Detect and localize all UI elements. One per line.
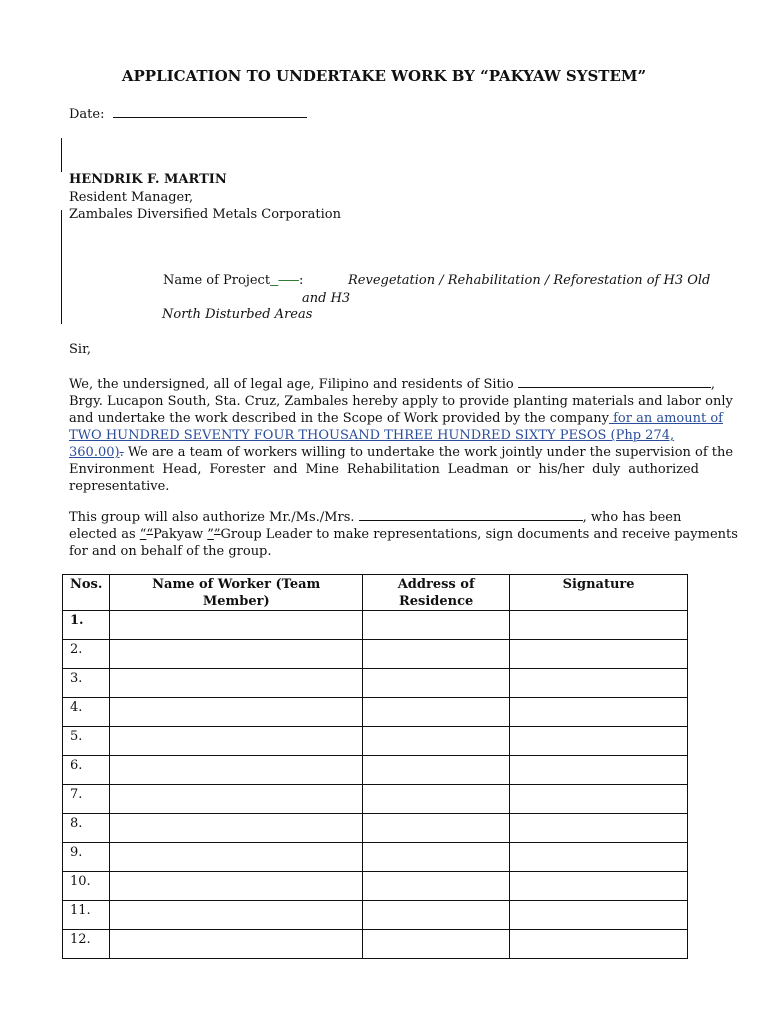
deleted-close-quote: ”	[213, 527, 221, 542]
signature-cell[interactable]	[510, 843, 688, 872]
table-row	[63, 640, 688, 669]
worker-name-cell[interactable]	[110, 640, 363, 669]
sitio-blank[interactable]	[518, 375, 711, 388]
signature-cell[interactable]	[510, 785, 688, 814]
leader-name-blank[interactable]	[359, 508, 583, 521]
project-value-line1: Revegetation / Rehabilitation / Reforestation of H3 Old	[348, 273, 711, 288]
row-number: 1.	[63, 611, 110, 640]
body1-line1-text: We, the undersigned, all of legal age, Filipino and residents of Sitio	[69, 377, 514, 392]
row-number: 6.	[63, 756, 110, 785]
recipient-position: Resident Manager,	[69, 190, 194, 205]
row-number: 5.	[63, 727, 110, 756]
header-worker-name: Name of Worker (Team Member)	[110, 575, 363, 611]
revision-bar	[61, 138, 62, 172]
deleted-open-quote: “	[146, 527, 154, 542]
project-label-line	[163, 272, 303, 289]
signature-cell[interactable]	[510, 901, 688, 930]
worker-name-cell[interactable]	[110, 901, 363, 930]
body1-line5	[69, 444, 734, 461]
body1-line1-end: ,	[710, 377, 716, 392]
worker-name-cell[interactable]	[110, 698, 363, 727]
signature-cell[interactable]	[510, 669, 688, 698]
row-number: 9.	[63, 843, 110, 872]
table-row	[63, 611, 688, 640]
table-row	[63, 698, 688, 727]
signature-cell[interactable]	[510, 756, 688, 785]
row-number: 3.	[63, 669, 110, 698]
close-quote: ”	[207, 527, 214, 542]
body1-line5-text: We are a team of workers willing to undertake the work jointly under the supervision of the	[123, 445, 734, 460]
recipient-company: Zambales Diversified Metals Corporation	[69, 207, 341, 222]
body1-line2: Brgy. Lucapon South, Sta. Cruz, Zambales hereby apply to provide planting materials and labor only	[69, 394, 733, 409]
table-row	[63, 901, 688, 930]
address-cell[interactable]	[363, 669, 510, 698]
table-row	[63, 814, 688, 843]
row-number: 8.	[63, 814, 110, 843]
amount-text-b: TWO HUNDRED SEVENTY FOUR THOUSAND THREE HUNDRED SIXTY PESOS (Php 274,	[69, 428, 675, 443]
body-paragraph-1	[69, 375, 734, 495]
signature-cell[interactable]	[510, 698, 688, 727]
pakyaw-word: Pakyaw	[153, 527, 208, 542]
amount-text-a: for an amount of	[608, 411, 723, 426]
body2-line2-text: elected as	[69, 527, 140, 542]
worker-name-cell[interactable]	[110, 785, 363, 814]
revision-bar	[61, 210, 62, 324]
deleted-mark: .	[119, 445, 124, 460]
body1-line6: Environment Head, Forester and Mine Rehabilitation Leadman or his/her duly authorized	[69, 462, 699, 477]
signature-cell[interactable]	[510, 814, 688, 843]
project-separator: :	[299, 273, 304, 288]
project-label-deletion	[278, 273, 299, 288]
body1-line3	[69, 410, 723, 427]
worker-name-cell[interactable]	[110, 611, 363, 640]
table-row	[63, 785, 688, 814]
signature-cell[interactable]	[510, 727, 688, 756]
row-number: 12.	[63, 930, 110, 959]
body2-line1-text: This group will also authorize Mr./Ms./Mrs.	[69, 510, 355, 525]
row-number: 11.	[63, 901, 110, 930]
body2-line1	[69, 508, 699, 526]
document-title: APPLICATION TO UNDERTAKE WORK BY “PAKYAW SYSTEM”	[121, 67, 647, 85]
body1-line4	[69, 427, 699, 444]
worker-roster-table	[62, 574, 688, 959]
open-quote: “	[139, 527, 147, 542]
body2-line2-rest: Group Leader to make representations, sign documents and receive payments	[220, 527, 738, 542]
row-number: 2.	[63, 640, 110, 669]
body2-line1-end: , who has been	[582, 510, 682, 525]
address-cell[interactable]	[363, 698, 510, 727]
date-label: Date:	[69, 107, 105, 122]
signature-cell[interactable]	[510, 611, 688, 640]
header-signature: Signature	[510, 575, 688, 611]
address-cell[interactable]	[363, 930, 510, 959]
date-line	[69, 105, 307, 123]
amount-text-c: 360.00)	[69, 445, 120, 460]
project-value-line2: and H3	[302, 291, 351, 306]
address-cell[interactable]	[363, 611, 510, 640]
address-cell[interactable]	[363, 901, 510, 930]
signature-cell[interactable]	[510, 872, 688, 901]
body-paragraph-2	[69, 508, 738, 560]
date-blank[interactable]	[113, 105, 307, 118]
address-cell[interactable]	[363, 640, 510, 669]
table-header-row	[63, 575, 688, 611]
row-number: 7.	[63, 785, 110, 814]
table-row	[63, 669, 688, 698]
worker-name-cell[interactable]	[110, 669, 363, 698]
salutation: Sir,	[69, 342, 91, 357]
worker-name-cell[interactable]	[110, 727, 363, 756]
recipient-name: HENDRIK F. MARTIN	[69, 172, 227, 187]
body1-line3-text: and undertake the work described in the Scope of Work provided by the company	[69, 411, 609, 426]
table-row	[63, 727, 688, 756]
body2-line3: for and on behalf of the group.	[69, 544, 272, 559]
body1-line7: representative.	[69, 479, 170, 494]
project-label: Name of Project	[163, 273, 271, 288]
row-number: 4.	[63, 698, 110, 727]
header-nos: Nos.	[63, 575, 110, 611]
address-cell[interactable]	[363, 727, 510, 756]
worker-name-cell[interactable]	[110, 872, 363, 901]
body2-line2	[69, 526, 738, 543]
address-cell[interactable]	[363, 785, 510, 814]
address-cell[interactable]	[363, 843, 510, 872]
table-row	[63, 930, 688, 959]
signature-cell[interactable]	[510, 640, 688, 669]
project-value-line3: North Disturbed Areas	[162, 307, 313, 322]
row-number: 10.	[63, 872, 110, 901]
address-cell[interactable]	[363, 814, 510, 843]
worker-name-cell[interactable]	[110, 756, 363, 785]
body1-line1	[69, 375, 716, 393]
worker-name-cell[interactable]	[110, 814, 363, 843]
address-cell[interactable]	[363, 872, 510, 901]
worker-name-cell[interactable]	[110, 843, 363, 872]
address-cell[interactable]	[363, 756, 510, 785]
signature-cell[interactable]	[510, 930, 688, 959]
table-row	[63, 843, 688, 872]
table-row	[63, 756, 688, 785]
worker-name-cell[interactable]	[110, 930, 363, 959]
table-row	[63, 872, 688, 901]
header-address: Address of Residence	[363, 575, 510, 611]
